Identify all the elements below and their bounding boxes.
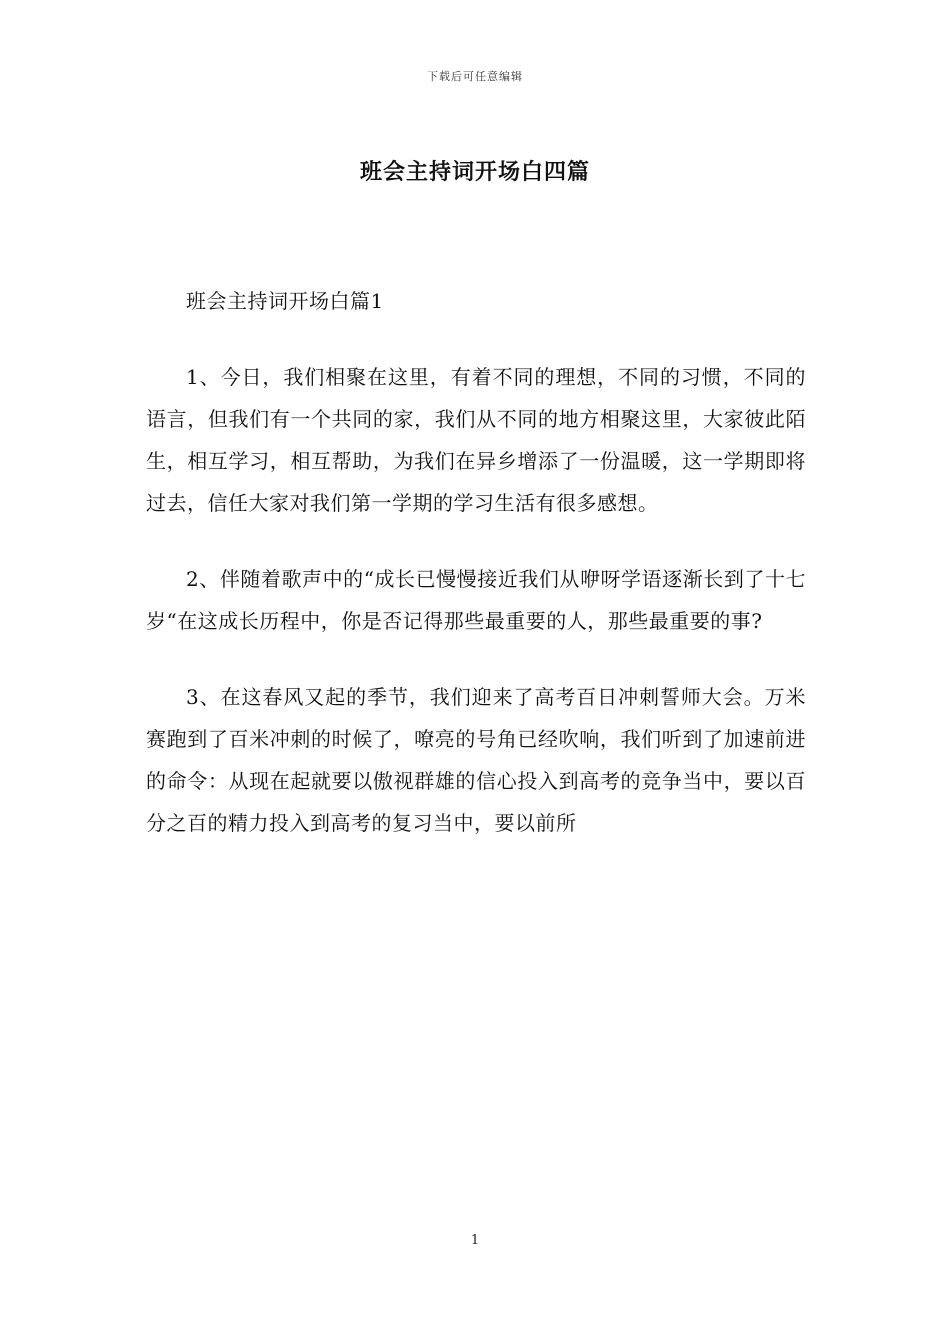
section-heading: 班会主持词开场白篇1 bbox=[186, 289, 384, 313]
document-body bbox=[146, 280, 806, 878]
paragraph-2: 2、伴随着歌声中的“成长已慢慢接近我们从咿呀学语逐渐长到了十七岁“在这成长历程中，你是否记得那些最重要的人，那些最重要的事? bbox=[146, 567, 806, 633]
paragraph-1: 1、今日，我们相聚在这里，有着不同的理想，不同的习惯，不同的语言，但我们有一个共同的家，我们从不同的地方相聚这里，大家彼此陌生，相互学习，相互帮助，为我们在异乡增添了一份温暖，这一学期即将过去，信任大家对我们第一学期的学习生活有很多感想。 bbox=[146, 365, 806, 515]
header-note: 下载后可任意编辑 bbox=[427, 70, 523, 83]
paragraph-3: 3、在这春风又起的季节，我们迎来了高考百日冲刺誓师大会。万米赛跑到了百米冲刺的时候了，嘹亮的号角已经吹响，我们听到了加速前进的命令：从现在起就要以傲视群雄的信心投入到高考的竞争当中，要以百分之百的精力投入到高考的复习当中，要以前所 bbox=[146, 685, 806, 835]
document-title: 班会主持词开场白四篇 bbox=[359, 160, 590, 185]
page-number: 1 bbox=[470, 1233, 480, 1248]
